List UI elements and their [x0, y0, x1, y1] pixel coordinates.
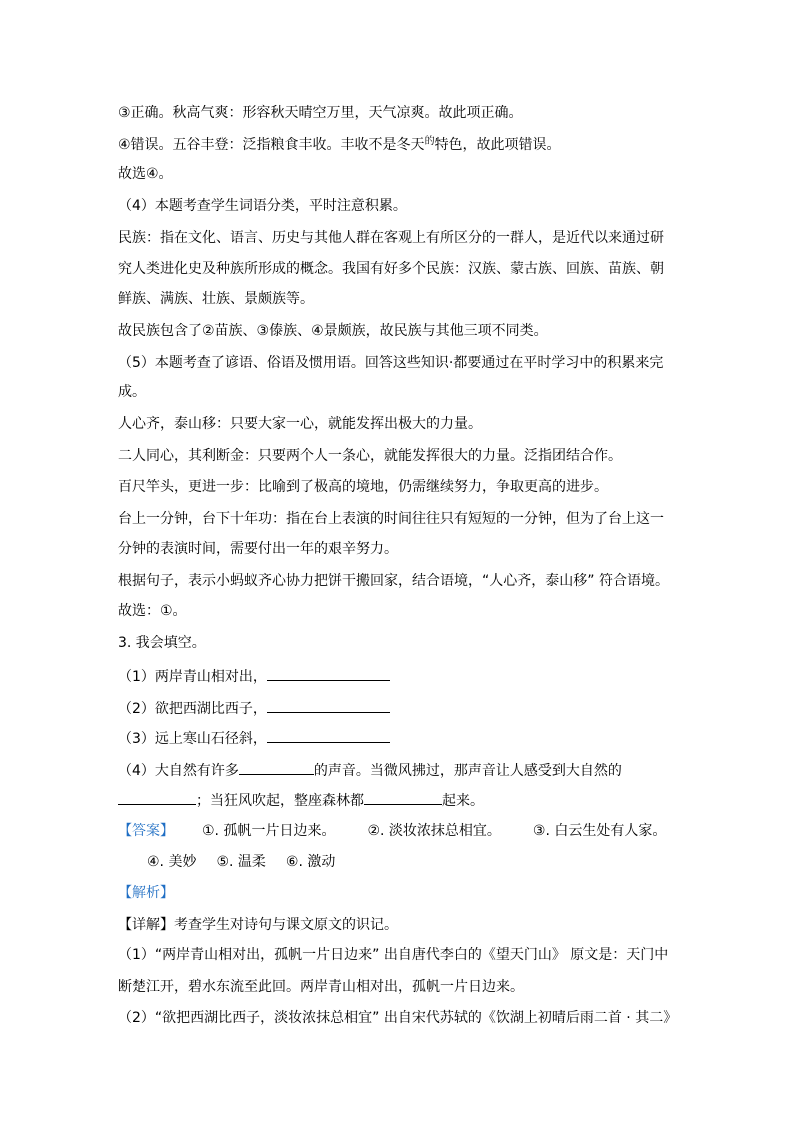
fill-blank-item: [118, 789, 484, 811]
answer-item: ④. 美妙: [147, 854, 197, 870]
answer-item: ⑤. 温柔: [216, 854, 266, 870]
answer-blank: [118, 789, 196, 805]
paragraph: （1）“两岸青山相对出，孤帆一片日边来” 出自唐代李白的《望天门山》 原文是：天门中: [118, 947, 669, 963]
paragraph: 成。: [118, 384, 146, 400]
answer-item: ⑥. 激动: [285, 854, 336, 870]
answer-item: ③. 白云生处有人家。: [532, 823, 667, 839]
fill-blank-item: [118, 697, 390, 719]
answer-blank: [267, 697, 390, 713]
answer-blank: [267, 727, 390, 743]
paragraph: 二人同心，其利断金：只要两个人一条心，就能发挥很大的力量。泛指团结合作。: [118, 448, 622, 464]
question-text: （1）两岸青山相对出，: [118, 669, 267, 685]
text-run: ④错误。五谷丰登：泛指粮食丰收。丰收不是冬天: [118, 137, 425, 153]
paragraph: ③正确。秋高气爽：形容秋天晴空万里，天气凉爽。故此项正确。: [118, 105, 523, 121]
question-text: ；当狂风吹起，整座森林都: [196, 793, 364, 809]
paragraph: 百尺竿头，更进一步：比喻到了极高的境地，仍需继续努力，争取更高的进步。: [118, 479, 608, 495]
question-text: （2）欲把西湖比西子，: [118, 701, 267, 717]
paragraph: （4）本题考查学生词语分类，平时注意积累。: [118, 198, 407, 214]
paragraph: 民族：指在文化、语言、历史与其他人群在客观上有所区分的一群人，是近代以来通过研: [118, 230, 664, 246]
answer-tag: 【答案】: [118, 823, 174, 839]
answer-blank: [239, 759, 314, 775]
fill-blank-item: [118, 665, 390, 687]
paragraph: （5）本题考查了谚语、俗语及惯用语。回答这些知识·都要通过在平时学习中的积累来完: [118, 355, 664, 371]
paragraph: 人心齐，泰山移：只要大家一心，就能发挥出极大的力量。: [118, 416, 482, 432]
paragraph: 故民族包含了②苗族、③傣族、④景颇族，故民族与其他三项不同类。: [118, 323, 548, 339]
fill-blank-item: [118, 727, 390, 749]
text-run: 的: [424, 136, 435, 147]
paragraph: （2）“欲把西湖比西子，淡妆浓抹总相宜” 出自宋代苏轼的《饮湖上初晴后雨二首 · 其二》: [118, 1010, 678, 1026]
paragraph: 断楚江开，碧水东流至此回。两岸青山相对出，孤帆一片日边来。: [118, 979, 524, 995]
paragraph: [118, 135, 561, 157]
paragraph: 分钟的表演时间，需要付出一年的艰辛努力。: [118, 541, 398, 557]
answer-row: [118, 821, 666, 841]
detail-tag: 【详解】: [118, 917, 174, 933]
paragraph: [118, 915, 398, 935]
question-text: （3）远上寒山石径斜，: [118, 731, 267, 747]
paragraph: 台上一分钟，台下十年功：指在台上表演的时间往往只有短短的一分钟，但为了台上这一: [118, 511, 664, 527]
question-title: 3. 我会填空。: [118, 635, 206, 651]
paragraph: 究人类进化史及种族所形成的概念。我国有好多个民族：汉族、蒙古族、回族、苗族、朝: [118, 261, 664, 277]
answer-item: ①. 孤帆一片日边来。: [202, 823, 336, 839]
answer-blank: [364, 789, 442, 805]
question-text: 的声音。当微风拂过，那声音让人感受到大自然的: [313, 763, 622, 779]
answer-blank: [267, 665, 390, 681]
fill-blank-item: [118, 759, 622, 781]
answer-item: ②. 淡妆浓抹总相宜。: [367, 823, 501, 839]
answer-row: [147, 852, 335, 872]
text-run: 特色，故此项错误。: [434, 137, 561, 153]
paragraph: 根据句子，表示小蚂蚁齐心协力把饼干搬回家，结合语境，“人心齐，泰山移” 符合语境。: [118, 573, 669, 589]
paragraph: 故选：①。: [118, 603, 187, 619]
paragraph: 鲜族、满族、壮族、景颇族等。: [118, 291, 314, 307]
text-run: 考查学生对诗句与课文原文的识记。: [174, 917, 398, 933]
question-text: （4）大自然有许多: [118, 763, 239, 779]
analysis-tag: 【解析】: [118, 885, 174, 901]
question-text: 起来。: [442, 793, 484, 809]
paragraph: 故选④。: [118, 166, 173, 182]
